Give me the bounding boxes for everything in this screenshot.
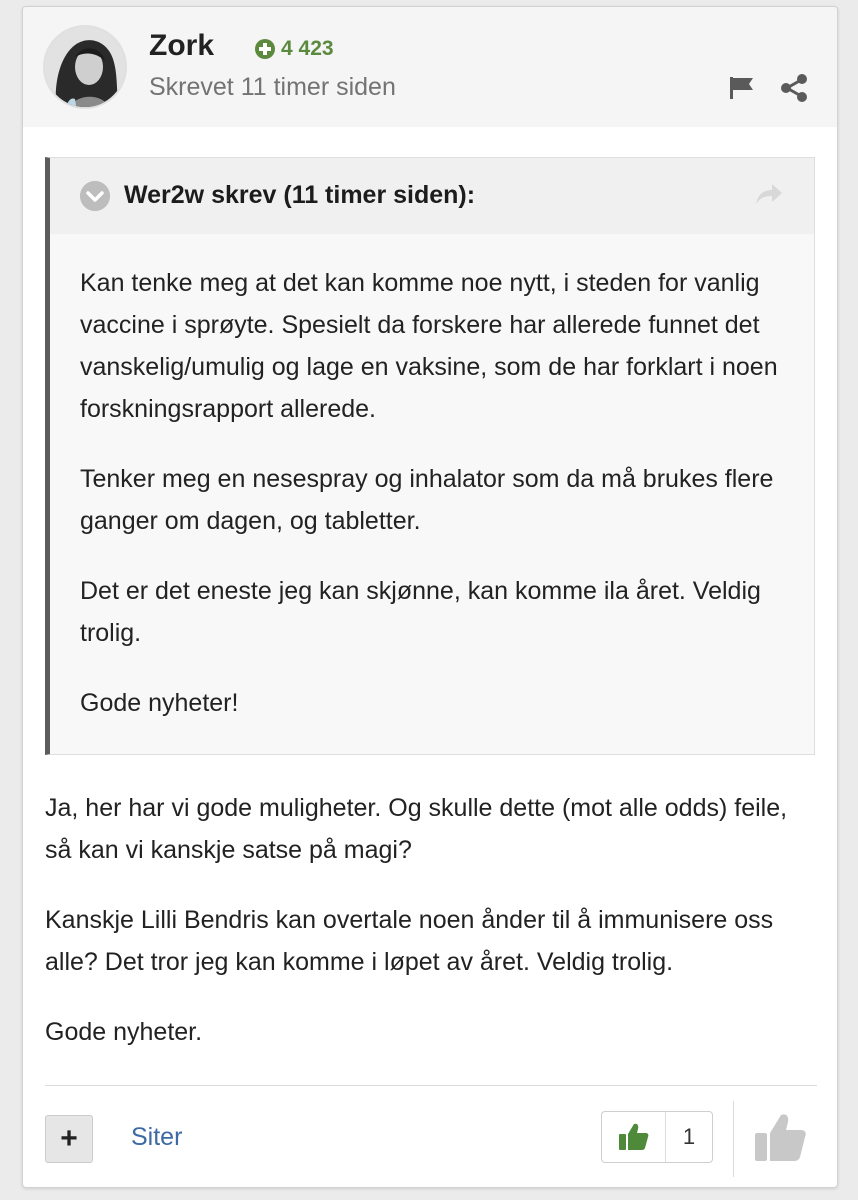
like-count: 1 [682,1124,696,1149]
react-thumbs-up-icon[interactable] [751,1107,809,1165]
reaction-summary[interactable] [601,1111,713,1163]
footer-divider [45,1085,817,1086]
forum-post [22,6,838,1188]
multiquote-plus-button[interactable]: + [45,1115,93,1163]
avatar[interactable] [43,25,127,109]
quote-header [50,158,814,234]
quote-paragraph: Tenker meg en nesespray og inhalator som da må brukes flere ganger om dagen, og tabletter. [80,465,774,535]
post-header [23,7,837,127]
quote-paragraph: Kan tenke meg at det kan komme noe nytt, i steden for vanlig vaccine i sprøyte. Spesielt da forskere har allerede funnet det vanskelig/umulig og lage en vaksine, som de har forklart i noen forskningsrapport allerede. [80,269,778,423]
flag-icon[interactable] [727,73,757,103]
post-timestamp: Skrevet 11 timer siden [149,73,396,101]
go-to-post-arrow-icon[interactable] [752,178,784,210]
post-body [45,787,815,1081]
chevron-down-icon[interactable] [80,181,110,211]
reaction-separator [733,1101,734,1177]
quote-citation: Wer2w skrev (11 timer siden): [124,181,476,209]
plus-circle-icon [255,39,275,59]
thumbs-up-icon [617,1120,651,1154]
post-paragraph: Ja, her har vi gode muligheter. Og skulle dette (mot alle odds) feile, så kan vi kanskje satse på magi? [45,794,788,864]
quote-paragraph: Gode nyheter! [80,689,239,717]
quote-body [80,262,800,752]
quote-block [45,157,815,755]
quote-paragraph: Det er det eneste jeg kan skjønne, kan komme ila året. Veldig trolig. [80,577,761,647]
reputation-badge [255,37,334,61]
user-avatar-photo-icon [45,27,127,109]
like-reaction-wrap [602,1112,666,1162]
post-paragraph: Kanskje Lilli Bendris kan overtale noen ånder til å immunisere oss alle? Det tror jeg kan komme i løpet av året. Veldig trolig. [45,906,774,976]
quote-button[interactable]: Siter [131,1123,183,1151]
share-icon[interactable] [779,73,809,103]
reputation-count: 4 423 [281,37,334,60]
author-name[interactable]: Zork [149,29,215,62]
post-paragraph: Gode nyheter. [45,1018,203,1046]
